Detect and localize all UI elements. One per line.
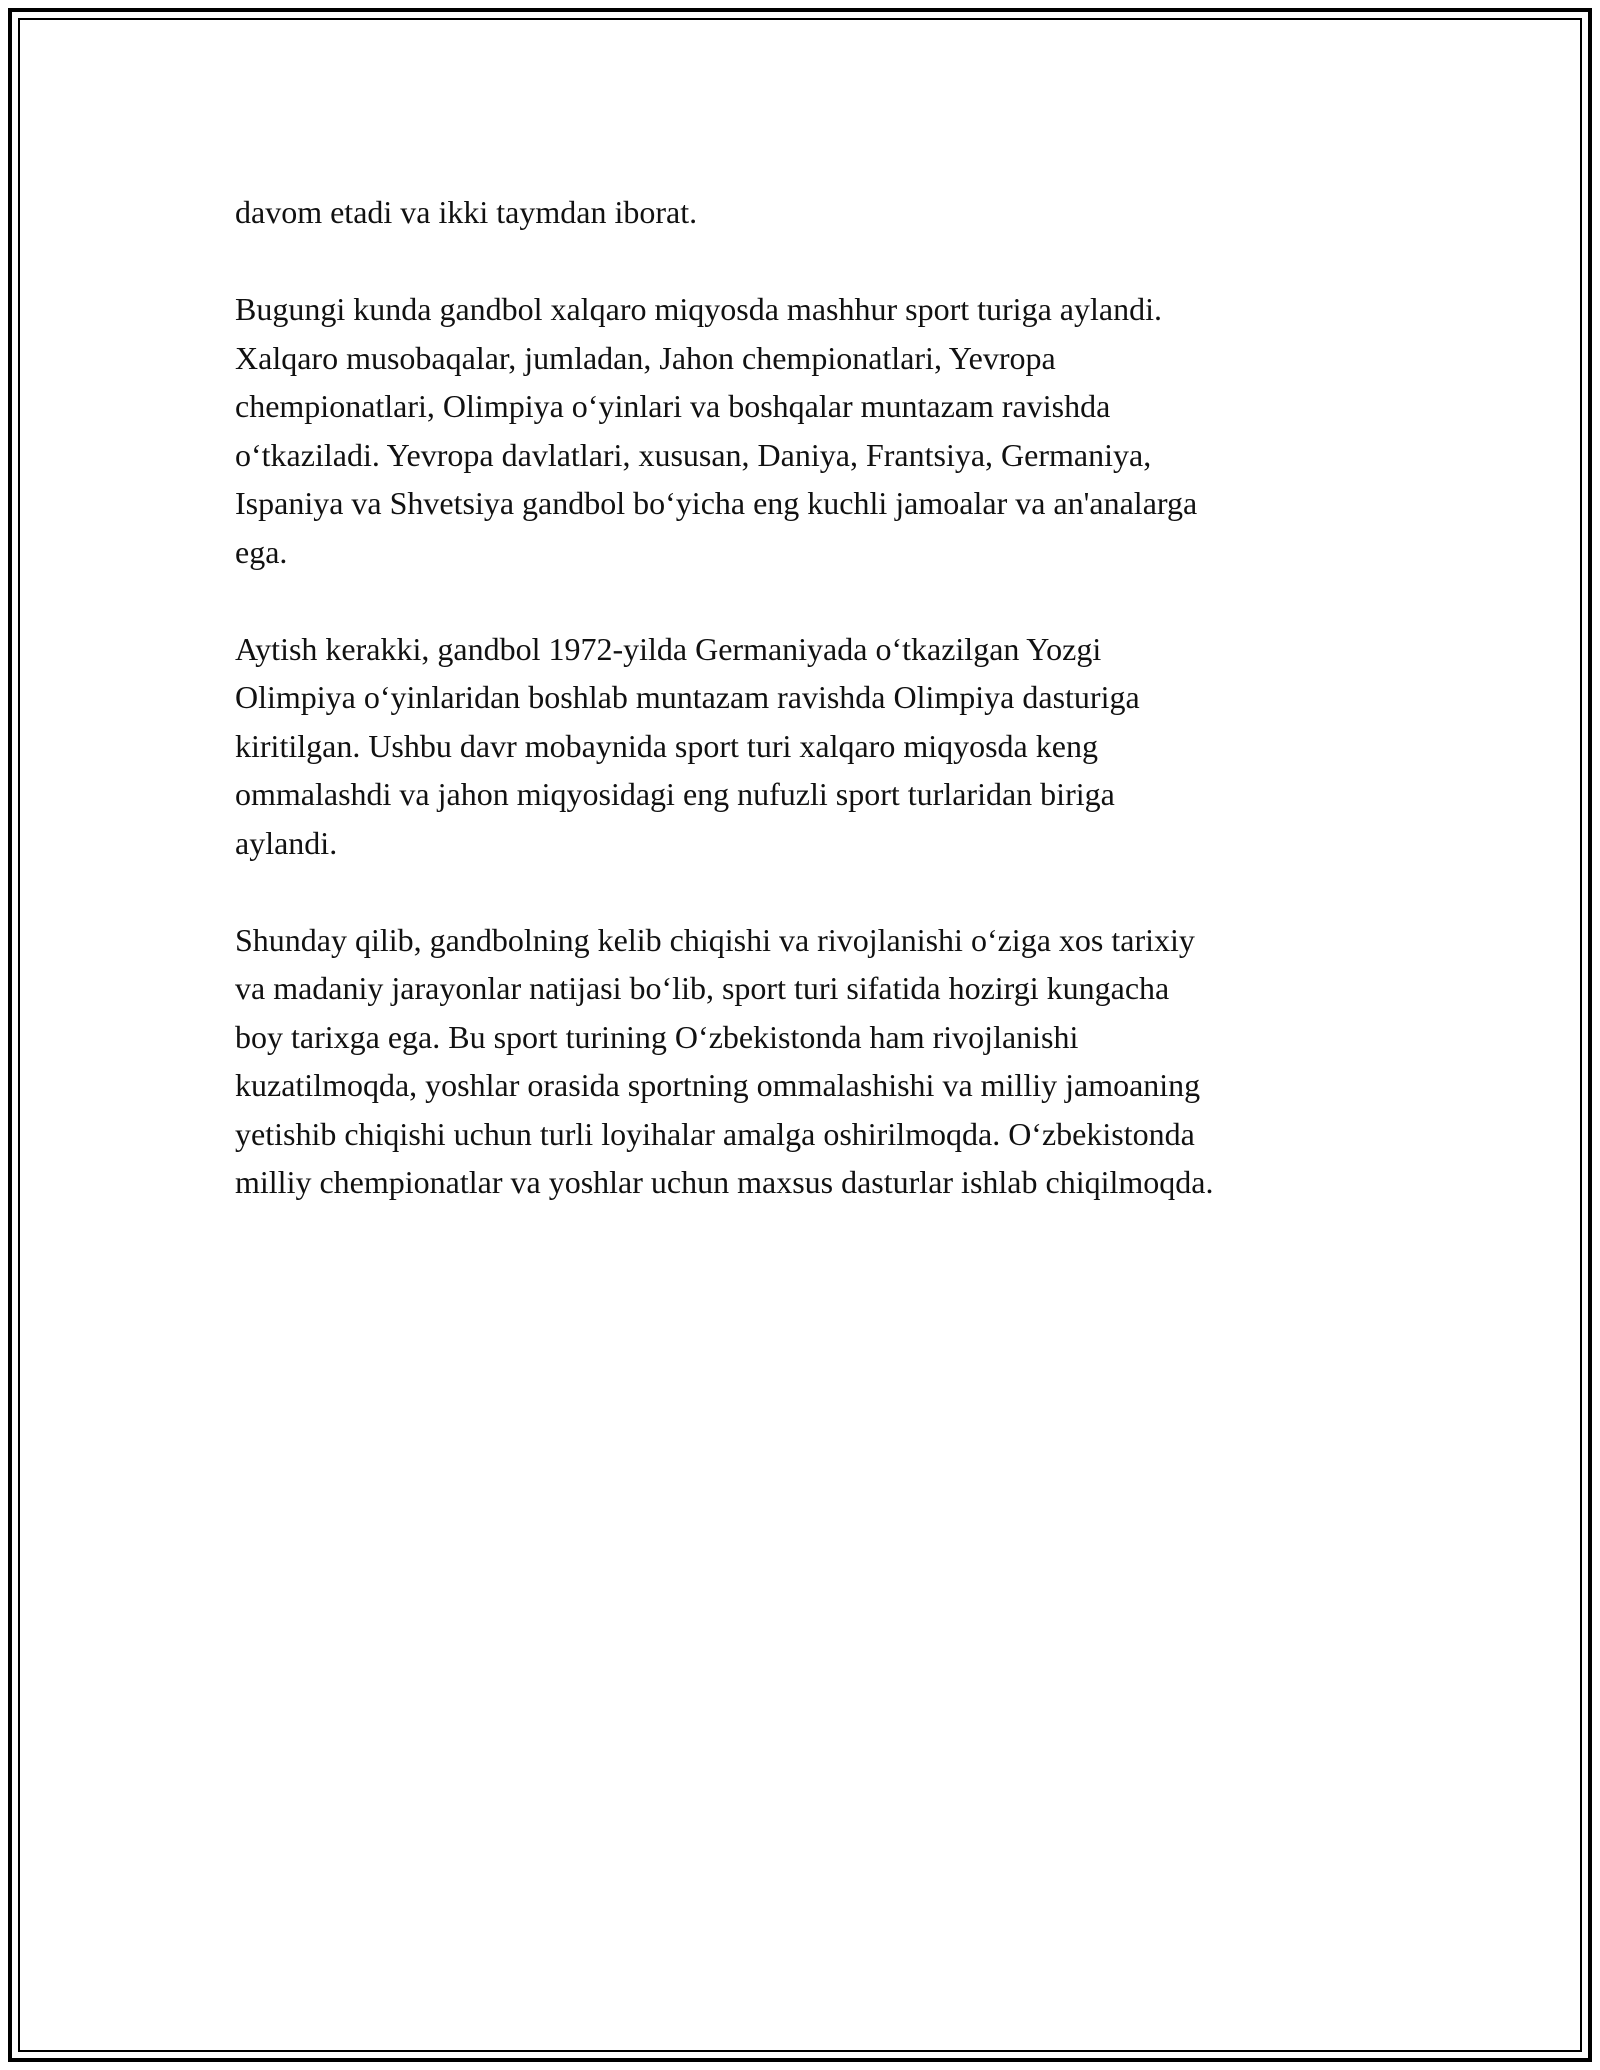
- text-line: chempionatlari, Olimpiya o‘yinlari va boshqalar muntazam ravishda: [235, 388, 1111, 424]
- text-line: davom etadi va ikki taymdan iborat.: [235, 194, 698, 230]
- text-line: kuzatilmoqda, yoshlar orasida sportning ommalashishi va milliy jamoaning: [235, 1067, 1201, 1103]
- text-line: Ispaniya va Shvetsiya gandbol bo‘yicha eng kuchli jamoalar va an'analarga: [235, 485, 1198, 521]
- text-line: Shunday qilib, gandbolning kelib chiqishi va rivojlanishi o‘ziga xos tarixiy: [235, 921, 1195, 958]
- text-line: boy tarixga ega. Bu sport turining O‘zbekistonda ham rivojlanishi: [235, 1018, 1079, 1055]
- paragraph-continuation: [235, 188, 1375, 237]
- paragraph-olympic-history: [235, 625, 1375, 868]
- text-line: aylandi.: [235, 824, 338, 861]
- text-line: o‘tkaziladi. Yevropa davlatlari, xususan, Daniya, Frantsiya, Germaniya,: [235, 436, 1152, 473]
- text-line: ega.: [235, 533, 288, 570]
- text-line: yetishib chiqishi uchun turli loyihalar amalga oshirilmoqda. O‘zbekistonda: [235, 1115, 1195, 1152]
- paragraph-conclusion: [235, 916, 1375, 1207]
- text-line: va madaniy jarayonlar natijasi bo‘lib, sport turi sifatida hozirgi kungacha: [235, 970, 1170, 1006]
- text-line: ommalashdi va jahon miqyosidagi eng nufuzli sport turlaridan biriga: [235, 776, 1115, 812]
- document-body: [235, 188, 1375, 1255]
- text-line: Xalqaro musobaqalar, jumladan, Jahon chempionatlari, Yevropa: [235, 339, 1056, 376]
- text-line: Aytish kerakki, gandbol 1972-yilda Germaniyada o‘tkazilgan Yozgi: [235, 630, 1102, 667]
- text-line: milliy chempionatlar va yoshlar uchun maxsus dasturlar ishlab chiqilmoqda.: [235, 1164, 1214, 1200]
- text-line: Olimpiya o‘yinlaridan boshlab muntazam ravishda Olimpiya dasturiga: [235, 679, 1140, 715]
- paragraph-international-popularity: [235, 285, 1375, 576]
- text-line: Bugungi kunda gandbol xalqaro miqyosda mashhur sport turiga aylandi.: [235, 291, 1162, 327]
- text-line: kiritilgan. Ushbu davr mobaynida sport turi xalqaro miqyosda keng: [235, 727, 1098, 764]
